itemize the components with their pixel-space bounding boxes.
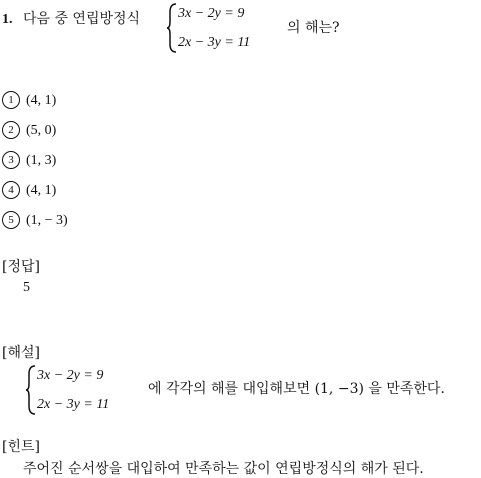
- choice-2[interactable]: [2, 121, 56, 139]
- hint-label: [힌트]: [2, 439, 40, 455]
- question-line: [2, 8, 140, 30]
- question-prompt-suffix: 의 해는?: [287, 20, 340, 36]
- choice-number-icon: 5: [2, 211, 20, 229]
- question-system-brace: [166, 2, 178, 54]
- explanation-system-brace: [25, 364, 37, 416]
- choice-number-icon: 2: [2, 121, 20, 139]
- choice-value: (4, 1): [26, 183, 57, 198]
- question-number: 1.: [2, 12, 13, 27]
- choice-1[interactable]: [2, 91, 56, 109]
- explanation-text: 에 각각의 해를 대입해보면 (1, −3) 을 만족한다.: [148, 381, 445, 397]
- choice-number-icon: 1: [2, 91, 20, 109]
- explanation-equation-1: 3x − 2y = 9: [37, 368, 104, 383]
- answer-label: [정답]: [2, 259, 40, 275]
- explanation-label: [해설]: [2, 345, 40, 361]
- hint-text: 주어진 순서쌍을 대입하여 만족하는 값이 연립방정식의 해가 된다.: [23, 461, 424, 477]
- choice-4[interactable]: [2, 181, 56, 199]
- answer-value: 5: [23, 280, 30, 295]
- question-prompt: 다음 중 연립방정식: [22, 11, 141, 27]
- choice-number-icon: 3: [2, 151, 20, 169]
- choice-value: (4, 1): [26, 93, 57, 108]
- choice-5[interactable]: [2, 211, 68, 229]
- choice-number-icon: 4: [2, 181, 20, 199]
- choice-value: (5, 0): [26, 123, 57, 138]
- question-equation-2: 2x − 3y = 11: [178, 35, 251, 50]
- question-equation-1: 3x − 2y = 9: [178, 6, 245, 21]
- choice-3[interactable]: [2, 151, 56, 169]
- choice-value: (1, − 3): [26, 213, 68, 228]
- explanation-equation-2: 2x − 3y = 11: [37, 397, 110, 412]
- choice-value: (1, 3): [26, 153, 57, 168]
